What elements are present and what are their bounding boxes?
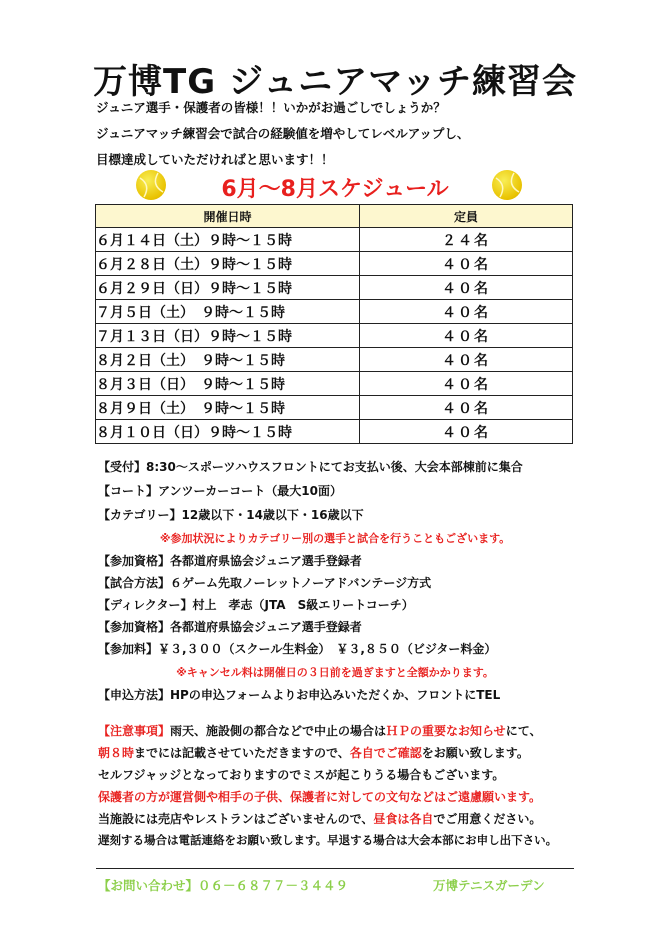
row-date: ８月２日（土） ９時～１５時 <box>96 348 360 372</box>
header-date: 開催日時 <box>96 205 360 228</box>
info-qualification: 【参加資格】各都道府県協会ジュニア選手登録者 <box>98 554 362 568</box>
row-date: ６月２９日（日）９時～１５時 <box>96 276 360 300</box>
info-fee: 【参加料】￥３,３００（スクール生料金） ￥３,８５０（ビジター料金） <box>98 642 497 656</box>
table-row <box>96 420 573 444</box>
intro-line-3: 目標達成していただければと思います！！ <box>96 152 334 167</box>
row-date: ８月９日（土） ９時～１５時 <box>96 396 360 420</box>
intro-line-1: ジュニア選手・保護者の皆様！！いかがお過ごしでしょうか？ <box>96 100 446 115</box>
table-row <box>96 276 573 300</box>
caution-lunch: 昼食は各自 <box>373 812 434 826</box>
caution-line-3: セルフジャッジとなっておりますのでミスが起こりうる場合もございます。 <box>98 768 505 782</box>
table-row <box>96 228 573 252</box>
caution-confirm: 各自でご確認 <box>349 746 422 760</box>
intro-line-2: ジュニアマッチ練習会で試合の経験値を増やしてレベルアップし、 <box>96 126 470 141</box>
table-header-row <box>96 205 573 228</box>
caution-text: にて、 <box>505 724 542 738</box>
info-match-format: 【試合方法】６ゲーム先取ノーレットノーアドバンテージ方式 <box>98 576 432 590</box>
footer-contact: 【お問い合わせ】０６－６８７７－３４４９ <box>98 878 349 893</box>
caution-line-4: 保護者の方が運営側や相手の子供、保護者に対しての文句などはご遠慮願います。 <box>98 790 542 804</box>
row-capacity: ４０名 <box>360 276 573 300</box>
table-row <box>96 324 573 348</box>
caution-text: 当施設には売店やレストランはございませんので、 <box>98 812 374 826</box>
row-capacity: ４０名 <box>360 348 573 372</box>
category-note: ※参加状況によりカテゴリー別の選手と試合を行うこともございます。 <box>159 532 511 545</box>
row-date: ８月１０日（日）９時～１５時 <box>96 420 360 444</box>
row-capacity: ４０名 <box>360 252 573 276</box>
row-capacity: ４０名 <box>360 372 573 396</box>
fee-note: ※キャンセル料は開催日の３日前を過ぎますと全額かかります。 <box>176 666 494 679</box>
caution-line-6: 遅刻する場合は電話連絡をお願い致します。早退する場合は大会本部にお申し出下さい。 <box>98 833 558 847</box>
row-date: ７月１３日（日）９時～１５時 <box>96 324 360 348</box>
row-capacity: ２４名 <box>360 228 573 252</box>
footer-divider <box>96 868 574 869</box>
info-reception: 【受付】8:30～スポーツハウスフロントにてお支払い後、大会本部棟前に集合 <box>98 460 523 474</box>
caution-line-2 <box>98 744 529 761</box>
caution-label: 【注意事項】 <box>98 724 171 738</box>
caution-text: 雨天、施設側の都合などで中止の場合は <box>170 724 387 738</box>
row-date: ６月１４日（土）９時～１５時 <box>96 228 360 252</box>
row-capacity: ４０名 <box>360 420 573 444</box>
row-date: ８月３日（日） ９時～１５時 <box>96 372 360 396</box>
row-capacity: ４０名 <box>360 396 573 420</box>
caution-text: までには記載させていただきますので、 <box>134 746 350 760</box>
caution-line-1 <box>98 722 541 739</box>
info-apply: 【申込方法】HPの申込フォームよりお申込みいただくか、フロントにTEL <box>98 688 501 702</box>
info-director: 【ディレクター】村上 孝志（JTA S級エリートコーチ） <box>98 598 414 612</box>
footer-venue: 万博テニスガーデン <box>433 878 545 893</box>
row-date: ７月５日（土） ９時～１５時 <box>96 300 360 324</box>
info-qualification-2: 【参加資格】各都道府県協会ジュニア選手登録者 <box>98 620 362 634</box>
caution-hp-notice: ＨＰの重要なお知らせ <box>386 724 506 738</box>
row-date: ６月２８日（土）９時～１５時 <box>96 252 360 276</box>
caution-text: をお願い致します。 <box>421 746 529 760</box>
row-capacity: ４０名 <box>360 300 573 324</box>
table-row <box>96 252 573 276</box>
schedule-table <box>95 204 573 444</box>
page-title: 万博TG ジュニアマッチ練習会 <box>93 62 577 102</box>
caution-line-5 <box>98 810 541 827</box>
table-row <box>96 348 573 372</box>
tennis-ball-icon-right <box>492 170 522 200</box>
caution-text: でご用意ください。 <box>433 812 542 826</box>
schedule-heading: 6月～8月スケジュール <box>221 177 449 202</box>
row-capacity: ４０名 <box>360 324 573 348</box>
header-capacity: 定員 <box>360 205 573 228</box>
info-category: 【カテゴリー】12歳以下・14歳以下・16歳以下 <box>98 508 364 522</box>
table-row <box>96 396 573 420</box>
caution-time: 朝８時 <box>98 746 135 760</box>
table-row <box>96 300 573 324</box>
table-row <box>96 372 573 396</box>
info-court: 【コート】アンツーカーコート（最大10面） <box>98 484 342 498</box>
